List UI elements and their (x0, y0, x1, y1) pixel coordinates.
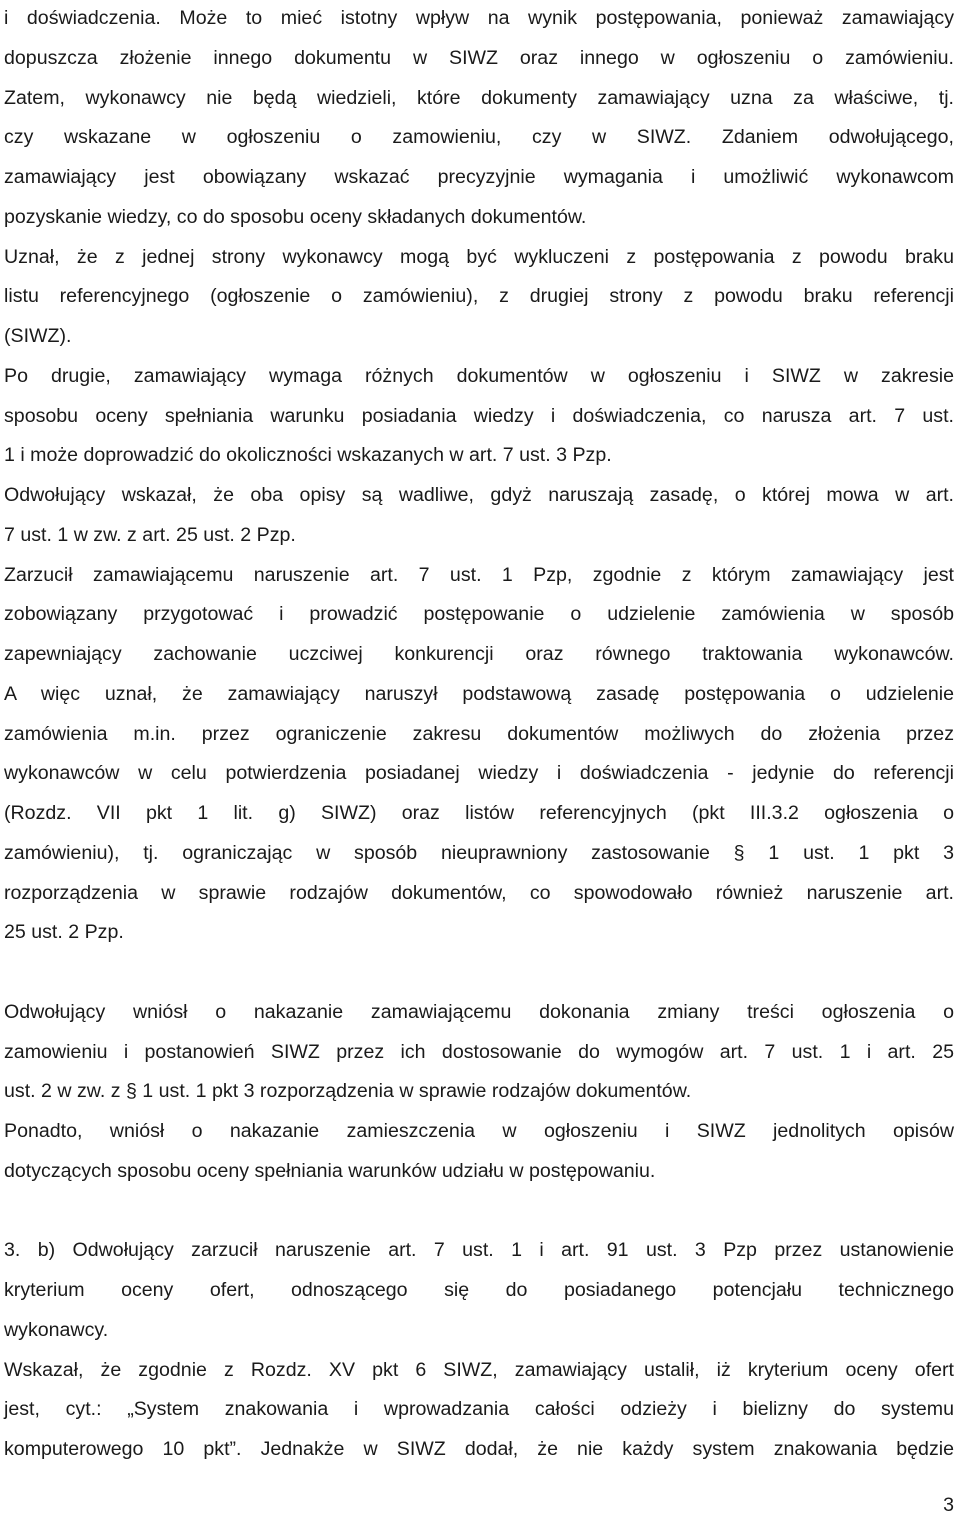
text-line: Odwołujący wniósł o nakazanie zamawiającemu dokonania zmiany treści ogłoszenia o (4, 1000, 954, 1023)
text-line: zamawiający jest obowiązany wskazać precyzyjnie wymagania i umożliwić wykonawcom (4, 166, 954, 188)
text-line: zamówieniu), tj. ograniczając w sposób nieuprawniony zastosowanie § 1 ust. 1 pkt 3 (4, 841, 954, 864)
text-line: czy wskazane w ogłoszeniu o zamowieniu, czy w SIWZ. Zdaniem odwołującego, (4, 126, 954, 149)
text-line: zamówienia m.in. przez ograniczenie zakresu dokumentów możliwych do złożenia przez (4, 722, 954, 745)
text-line: 7 ust. 1 w zw. z art. 25 ust. 2 Pzp. (4, 523, 296, 546)
text-line: (SIWZ). (4, 325, 72, 347)
text-line: Po drugie, zamawiający wymaga różnych dokumentów w ogłoszeniu i SIWZ w zakresie (4, 364, 954, 387)
text-line: zobowiązany przygotować i prowadzić postępowanie o udzielenie zamówienia w sposób (4, 603, 954, 626)
page-number: 3 (943, 1494, 954, 1516)
text-line: komputerowego 10 pkt”. Jednakże w SIWZ dodał, że nie każdy system znakowania będzie (4, 1438, 954, 1460)
text-line: kryterium oceny ofert, odnoszącego się do posiadanego potencjału technicznego (4, 1279, 954, 1301)
blank-line (4, 1191, 954, 1231)
text-line: i doświadczenia. Może to mieć istotny wpływ na wynik postępowania, ponieważ zamawiający (4, 7, 954, 29)
text-line: Zarzucił zamawiającemu naruszenie art. 7 ust. 1 Pzp, zgodnie z którym zamawiający jest (4, 563, 954, 586)
text-line: 1 i może doprowadzić do okoliczności wskazanych w art. 7 ust. 3 Pzp. (4, 444, 612, 467)
text-line: Uznał, że z jednej strony wykonawcy mogą być wykluczeni z postępowania z powodu braku (4, 245, 954, 268)
blank-line (4, 952, 954, 992)
text-line: wykonawców w celu potwierdzenia posiadanej wiedzy i doświadczenia - jedynie do referencji (4, 762, 954, 785)
text-line: (Rozdz. VII pkt 1 lit. g) SIWZ) oraz listów referencyjnych (pkt III.3.2 ogłoszenia o (4, 802, 954, 824)
text-line: pozyskanie wiedzy, co do sposobu oceny składanych dokumentów. (4, 205, 587, 228)
text-line: dotyczących sposobu oceny spełniania warunków udziału w postępowaniu. (4, 1159, 656, 1182)
text-line: zapewniający zachowanie uczciwej konkurencji oraz równego traktowania wykonawców. (4, 643, 954, 665)
text-line: jest, cyt.: „System znakowania i wprowadzania całości odzieży i bielizny do systemu (4, 1398, 954, 1421)
text-line: listu referencyjnego (ogłoszenie o zamówieniu), z drugiej strony z powodu braku referencji (4, 285, 954, 308)
text-line: A więc uznał, że zamawiający naruszył podstawową zasadę postępowania o udzielenie (4, 682, 954, 705)
text-line: sposobu oceny spełniania warunku posiadania wiedzy i doświadczenia, co narusza art. 7 ust. (4, 404, 954, 427)
text-line: rozporządzenia w sprawie rodzajów dokumentów, co spowodowało również naruszenie art. (4, 881, 954, 904)
text-line: Zatem, wykonawcy nie będą wiedzieli, które dokumenty zamawiający uzna za właściwe, tj. (4, 86, 954, 109)
text-line: Ponadto, wniósł o nakazanie zamieszczenia w ogłoszeniu i SIWZ jednolitych opisów (4, 1120, 954, 1142)
text-line: dopuszcza złożenie innego dokumentu w SIWZ oraz innego w ogłoszeniu o zamówieniu. (4, 46, 954, 69)
text-line: Odwołujący wskazał, że oba opisy są wadliwe, gdyż naruszają zasadę, o której mowa w art. (4, 484, 954, 506)
text-line: wykonawcy. (4, 1318, 109, 1341)
text-line: ust. 2 w zw. z § 1 ust. 1 pkt 3 rozporządzenia w sprawie rodzajów dokumentów. (4, 1080, 692, 1103)
text-line: 3. b) Odwołujący zarzucił naruszenie art. 7 ust. 1 i art. 91 ust. 3 Pzp przez ustanowienie (4, 1239, 954, 1262)
text-line: Wskazał, że zgodnie z Rozdz. XV pkt 6 SIWZ, zamawiający ustalił, iż kryterium oceny ofert (4, 1358, 954, 1381)
text-line: 25 ust. 2 Pzp. (4, 921, 124, 944)
text-line: zamowieniu i postanowień SIWZ przez ich dostosowanie do wymogów art. 7 ust. 1 i art. 25 (4, 1040, 954, 1063)
